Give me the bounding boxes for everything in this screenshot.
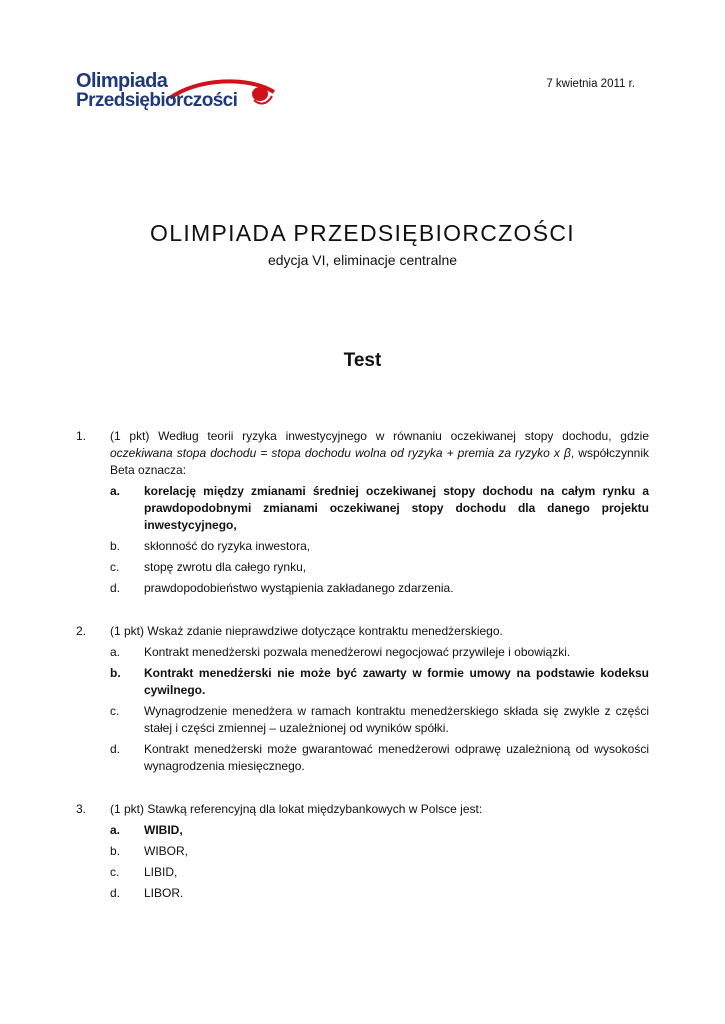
- answer-option: d. LIBOR.: [110, 886, 184, 900]
- answer-options: [110, 644, 649, 775]
- question-text: (1 pkt) Według teorii ryzyka inwestycyjnego w równaniu oczekiwanej stopy dochodu, gdzie oczekiwana stopa dochodu = stopa dochodu wolna od ryzyka + premia za ryzyko x β, współczynnik Beta oznacza:: [110, 429, 649, 477]
- answer-option: b. Kontrakt menedżerski nie może być zawarty w formie umowy na podstawie kodeksu cywilnego.: [110, 666, 649, 697]
- document-title: OLIMPIADA PRZEDSIĘBIORCZOŚCI: [150, 220, 575, 246]
- question-number: 1.: [76, 429, 87, 443]
- test-heading: Test: [343, 350, 382, 371]
- answer-option: b. WIBOR,: [110, 844, 188, 858]
- answer-option: a. Kontrakt menedżerski pozwala menedżerowi negocjować przywileje i obowiązki.: [110, 645, 571, 659]
- document-date: 7 kwietnia 2011 r.: [546, 78, 635, 90]
- answer-option: a. korelację między zmianami średniej oczekiwanej stopy dochodu na całym rynku a prawdopodobnymi zmianami oczekiwanej stopy dochodu dla danego projektu inwestycyjnego,: [110, 484, 649, 532]
- question-3: [76, 801, 649, 902]
- question-text: (1 pkt) Wskaż zdanie nieprawdziwe dotyczące kontraktu menedżerskiego.: [110, 624, 503, 638]
- answer-option: a. WIBID,: [110, 823, 183, 837]
- answer-option: d. prawdopodobieństwo wystąpienia zakładanego zdarzenia.: [110, 581, 454, 595]
- answer-option: d. Kontrakt menedżerski może gwarantować menedżerowi odprawę uzależnioną od wysokości wynagrodzenia miesięcznego.: [110, 742, 649, 773]
- answer-options: [110, 822, 649, 902]
- document-subtitle: edycja VI, eliminacje centralne: [267, 252, 458, 268]
- question-list: [76, 428, 649, 928]
- question-text: (1 pkt) Stawką referencyjną dla lokat międzybankowych w Polsce jest:: [110, 802, 483, 816]
- question-number: 2.: [76, 624, 87, 638]
- logo-text: [76, 72, 237, 110]
- olimpiada-logo: [76, 72, 276, 122]
- answer-option: c. stopę zwrotu dla całego rynku,: [110, 560, 307, 574]
- answer-options: [110, 483, 649, 597]
- answer-option: c. Wynagrodzenie menedżera w ramach kontraktu menedżerskiego składa się zwykle z części stałej i części zmiennej – uzależnionej od wyników spółki.: [110, 704, 649, 735]
- question-formula: oczekiwana stopa dochodu = stopa dochodu wolna od ryzyka + premia za ryzyko x β: [110, 446, 571, 460]
- question-2: [76, 623, 649, 775]
- logo-line2: Przedsiębiorczości: [76, 90, 238, 111]
- answer-option: c. LIBID,: [110, 865, 178, 879]
- logo-line1: Olimpiada: [76, 70, 168, 92]
- question-1: [76, 428, 649, 597]
- answer-option: b. skłonność do ryzyka inwestora,: [110, 539, 311, 553]
- question-number: 3.: [76, 802, 87, 816]
